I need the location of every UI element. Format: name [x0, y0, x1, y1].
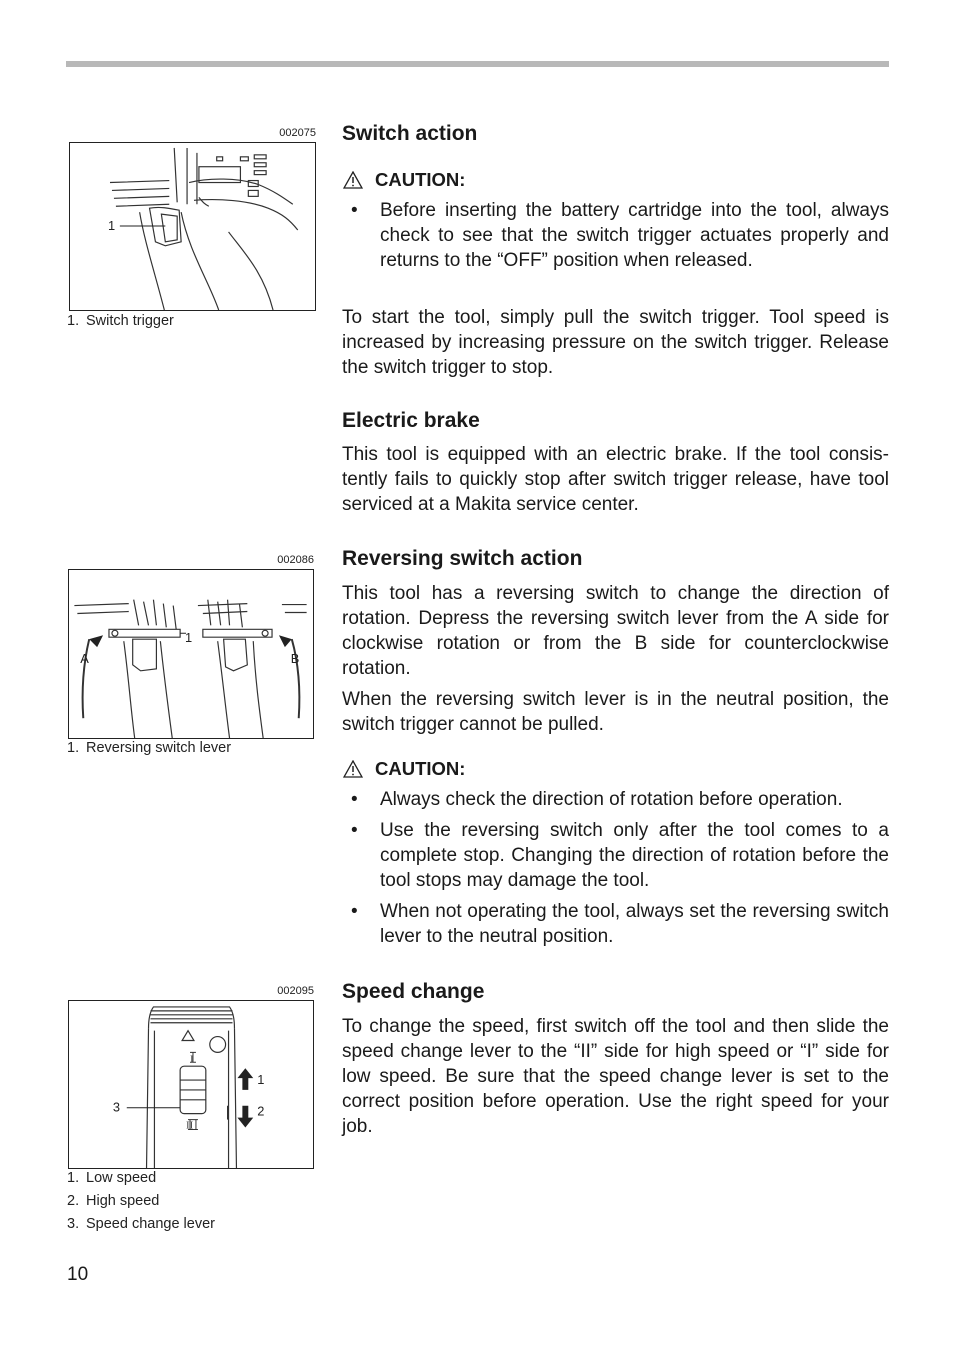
figure-3-captions — [67, 1167, 215, 1236]
speed-change-body: To change the speed, first switch off the tool and then slide the speed change lever to the “II” side for high speed or “I” side for low speed. Be sure that the speed change lever is set to the correct position before operation. Use the right speed for your job. — [342, 1016, 889, 1137]
switch-action-bullets — [342, 198, 889, 279]
bullet-item: • When not operating the tool, always set the reversing switch lever to the neutral position. — [351, 901, 889, 947]
figure-1-callout-1: 1 — [108, 217, 116, 233]
page-number: 10 — [67, 1264, 89, 1285]
speed-change-title: Speed change — [342, 980, 485, 1003]
figure-3-mark-low: I — [190, 1053, 194, 1066]
caption-item: 3. Speed change lever — [67, 1216, 215, 1232]
reversing-switch-title: Reversing switch action — [342, 547, 583, 570]
reversing-switch-bullets — [342, 787, 889, 955]
reversing-switch-body-1: This tool has a reversing switch to change the direction of rotation. Depress the reversing switch lever from the A side for clockwise rotation or from the B side for counterclockwise rotation. — [342, 583, 889, 679]
figure-3-code: 002095 — [277, 985, 314, 997]
electric-brake-title: Electric brake — [342, 409, 480, 432]
speed-change-illustration — [69, 1001, 313, 1168]
caption-item: 1. Low speed — [67, 1170, 157, 1186]
figure-3-callout-3: 3 — [112, 1099, 121, 1115]
caption-item: 2. High speed — [67, 1193, 160, 1209]
reversing-switch-illustration — [69, 570, 313, 738]
figure-switch-trigger — [69, 142, 316, 311]
figure-3-mark-high: II — [186, 1119, 194, 1132]
caution-label: CAUTION: — [375, 758, 466, 779]
reversing-switch-body-2: When the reversing switch lever is in the neutral position, the switch trigger cannot be pulled. — [342, 689, 889, 735]
bullet-item: • Always check the direction of rotation before operation. — [351, 789, 843, 810]
figure-3-callout-2: 2 — [257, 1103, 265, 1119]
switch-action-title: Switch action — [342, 122, 478, 145]
caution-label: CAUTION: — [375, 169, 466, 190]
switch-action-body: To start the tool, simply pull the switch trigger. Tool speed is increased by increasing pressure on the switch trigger. Release the switch trigger to stop. — [342, 307, 889, 378]
electric-brake-body: This tool is equipped with an electric brake. If the tool consis-tently fails to quickly stop after switch trigger release, have tool serviced at a Makita service center. — [342, 444, 889, 515]
switch-trigger-illustration — [70, 143, 315, 310]
switch-action-caution — [343, 169, 465, 191]
figure-reversing-switch — [68, 569, 314, 739]
caption-item: 1. Reversing switch lever — [67, 740, 232, 756]
bullet-item: • Use the reversing switch only after the tool comes to a complete stop. Changing the direction of rotation before the tool stops may damage the tool. — [351, 820, 889, 891]
figure-2-callout-a: A — [80, 650, 89, 666]
figure-2-callout-1: 1 — [185, 630, 193, 646]
top-rule — [66, 61, 889, 67]
figure-1-code: 002075 — [279, 127, 316, 139]
reversing-switch-caution — [343, 758, 465, 780]
figure-2-captions — [67, 737, 231, 760]
figure-1-captions — [67, 310, 174, 333]
warning-triangle-icon — [343, 171, 363, 189]
bullet-item: • Before inserting the battery cartridge into the tool, always check to see that the switch trigger actuates properly and returns to the “OFF” position when released. — [351, 200, 889, 271]
caption-item: 1. Switch trigger — [67, 313, 174, 329]
figure-3-callout-1: 1 — [257, 1072, 265, 1088]
warning-triangle-icon — [343, 760, 363, 778]
figure-2-code: 002086 — [277, 554, 314, 566]
figure-speed-change — [68, 1000, 314, 1169]
figure-2-callout-b: B — [290, 650, 300, 666]
